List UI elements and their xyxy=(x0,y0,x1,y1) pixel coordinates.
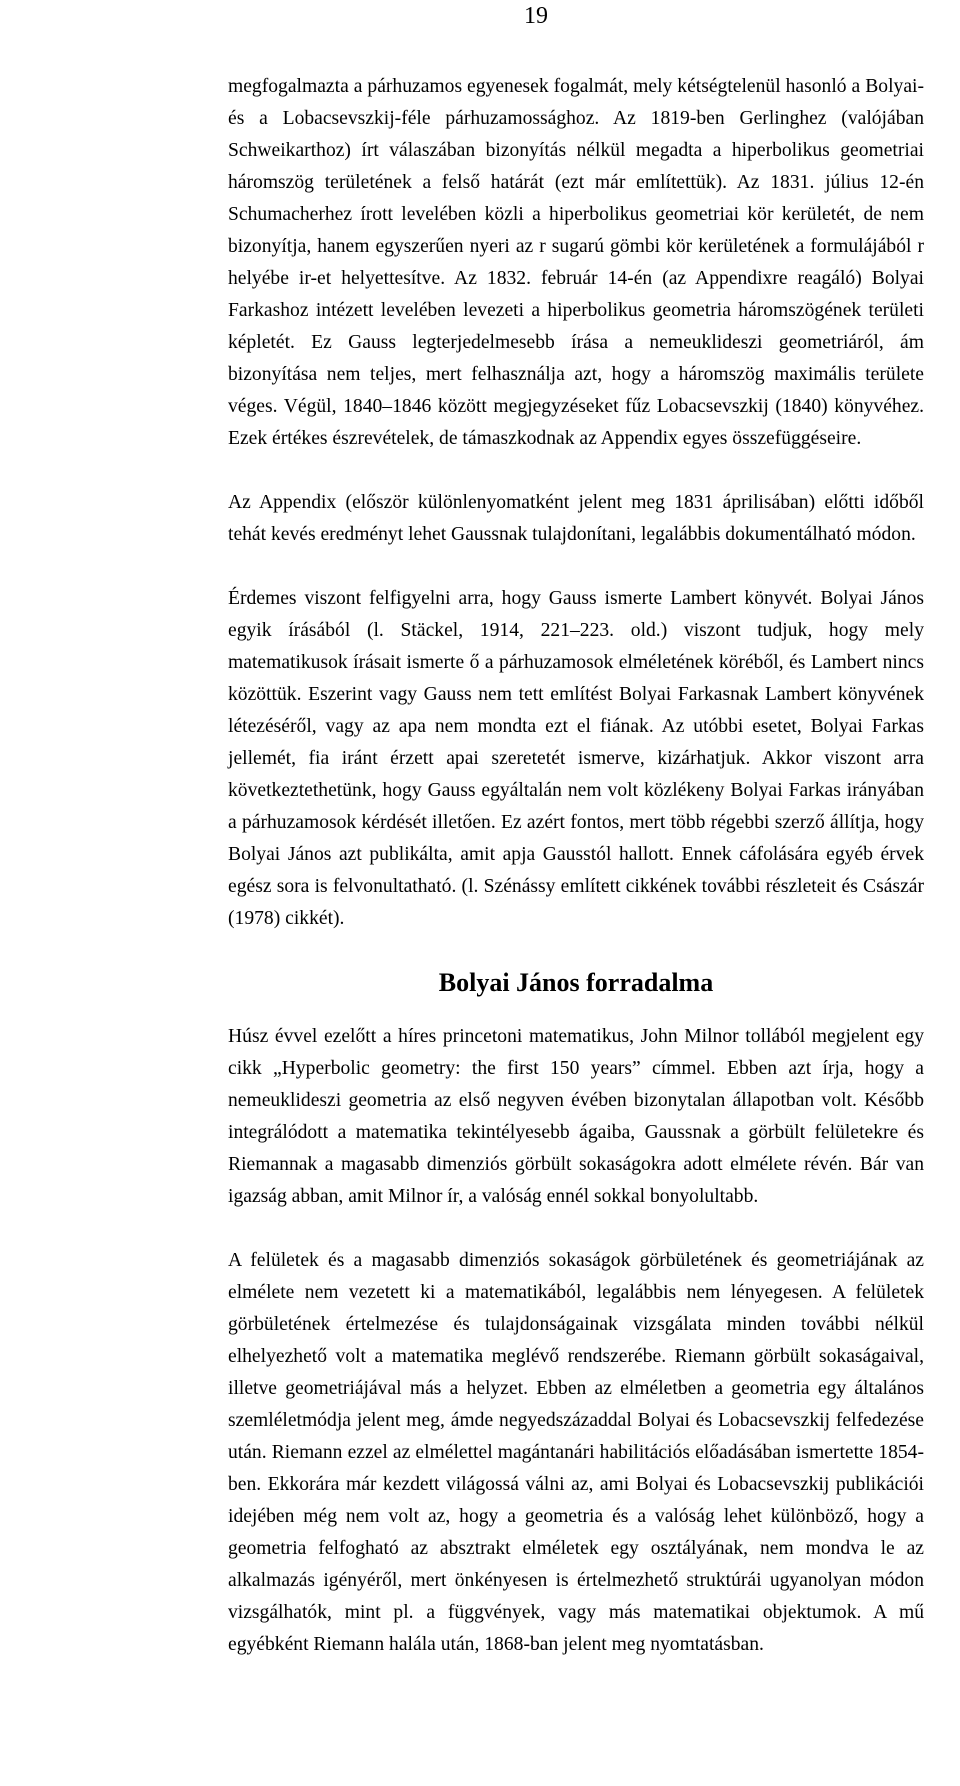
paragraph-milnor: Húsz évvel ezelőtt a híres princetoni matematikus, John Milnor tollából megjelent egy cikk „Hyperbolic geometry: the first 150 years” címmel. Ebben azt írja, hogy a nemeuklideszi geometria az első negyven évében bizonytalan állapotban volt. Később integrálódott a matematika tekintélyesebb ágaiba, Gaussnak a görbült felületekre és Riemannak a magasabb dimenziós görbült sokaságokra adott elmélete révén. Bár van igazság abban, amit Milnor ír, a valóság ennél sokkal bonyolultabb. xyxy=(228,1026,924,1207)
page-number: 19 xyxy=(524,3,548,29)
document-body xyxy=(228,71,924,1661)
paragraph-riemann: A felületek és a magasabb dimenziós sokaságok görbületének és geometriájának az elmélete nem vezetett ki a matematikából, legalábbis nem lényegesen. A felületek görbületének értelmezése és tulajdonságainak vizsgálata minden további nélkül elhelyezhető volt a matematika meglévő rendszerébe. Riemann görbült sokaságaival, illetve geometriájával más a helyzet. Ebben az elméletben a geometria egy általános szemléletmódja jelent meg, ámde negyedszázaddal Bolyai és Lobacsevszkij felfedezése után. Riemann ezzel az elmélettel magántanári habilitációs előadásában ismertette 1854-ben. Ekkorára már kezdett világossá válni az, ami Bolyai és Lobacsevszkij publikációi idejében még nem volt az, hogy a geometria és a valóság lehet különböző, hogy a geometria felfogható az absztrakt elméletek egy osztályának, nem mondva le az alkalmazás igényéről, mert önkényesen is értelmezhető struktúrái ugyanolyan módon vizsgálhatók, mint pl. a függvények, vagy más matematikai objektumok. A mű egyébként Riemann halála után, 1868-ban jelent meg nyomtatásban. xyxy=(228,1250,924,1655)
paragraph-gauss-letters: megfogalmazta a párhuzamos egyenesek fogalmát, mely kétségtelenül hasonló a Bolyai- és a Lobacsevszkij-féle párhuzamossághoz. Az 1819-ben Gerlinghez (valójában Schweikarthoz) írt válaszában bizonyítás nélkül megadta a hiperbolikus geometriai háromszög területének a felső határát (ezt már említettük). Az 1831. július 12-én Schumacherhez írott levelében közli a hiperbolikus geometriai kör kerületét, de nem bizonyítja, hanem egyszerűen nyeri az r sugarú gömbi kör kerületének a formulájából r helyébe ir-et helyettesítve. Az 1832. február 14-én (az Appendixre reagáló) Bolyai Farkashoz intézett levelében levezeti a hiperbolikus geometria háromszögének területi képletét. Ez Gauss legterjedelmesebb írása a nemeuklideszi geometriáról, ám bizonyítása nem teljes, mert felhasználja azt, hogy a háromszög maximális területe véges. Végül, 1840–1846 között megjegyzéseket fűz Lobacsevszkij (1840) könyvéhez. Ezek értékes észrevételek, de támaszkodnak az Appendix egyes összefüggéseire. xyxy=(228,76,924,449)
section-heading: Bolyai János forradalma xyxy=(438,968,714,997)
paragraph-appendix: Az Appendix (először különlenyomatként jelent meg 1831 áprilisában) előtti időből tehát kevés eredményt lehet Gaussnak tulajdonítani, legalábbis dokumentálható módon. xyxy=(228,492,924,545)
paragraph-lambert: Érdemes viszont felfigyelni arra, hogy Gauss ismerte Lambert könyvét. Bolyai János egyik írásából (l. Stäckel, 1914, 221–223. old.) viszont tudjuk, hogy mely matematikusok írásait ismerte ő a párhuzamosok elméletének köréből, és Lambert nincs közöttük. Eszerint vagy Gauss nem tett említést Bolyai Farkasnak Lambert könyvének létezéséről, vagy az apa nem mondta ezt el fiának. Az utóbbi esetet, Bolyai Farkas jellemét, fia iránt érzett apai szeretetét ismerve, kizárhatjuk. Akkor viszont arra következtethetünk, hogy Gauss egyáltalán nem volt közlékeny Bolyai Farkas irányában a párhuzamosok kérdését illetően. Ez azért fontos, mert több régebbi szerző állítja, hogy Bolyai János azt publikálta, amit apja Gausstól hallott. Ennek cáfolására egyéb érvek egész sora is felvonultatható. (l. Szénássy említett cikkének további részleteit és Császár (1978) cikkét). xyxy=(228,588,924,929)
